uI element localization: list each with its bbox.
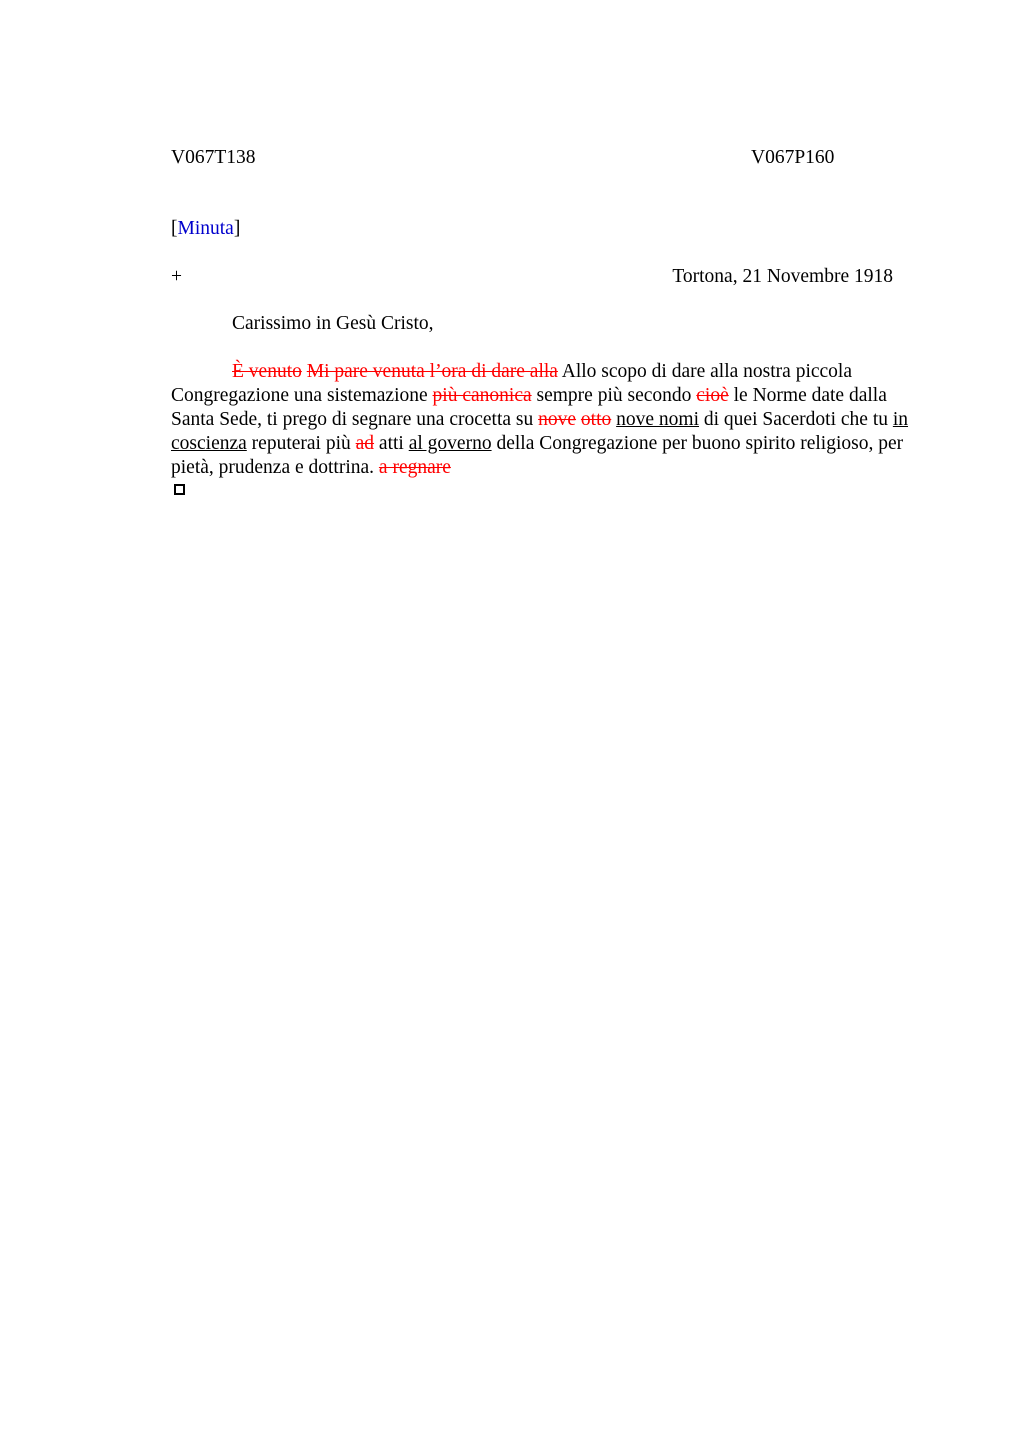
salutation: Carissimo in Gesù Cristo, [232,313,434,334]
body-text: reputerai più [251,433,351,454]
document-code-right: V067P160 [751,147,835,168]
body-text: Allo scopo di dare alla nostra piccola Congregazione una sistemazione [171,361,852,406]
body-text: sempre più secondo [536,385,692,406]
underlined-text: nove nomi [616,409,699,430]
deleted-text: È venuto [232,361,302,382]
document-code-left: V067T138 [171,147,256,168]
letter-body [171,360,931,480]
underlined-text: in coscienza [171,409,909,454]
body-text: di quei Sacerdoti che tu [703,409,888,430]
deleted-text: otto [580,409,612,430]
deleted-text: cioè [696,385,729,406]
deleted-text: Mi pare venuta l’ora di dare alla [306,361,558,382]
body-text: atti [378,433,404,454]
deleted-text: nove [538,409,577,430]
draft-label-text: Minuta [177,218,234,239]
deleted-text: più canonica [432,385,532,406]
body-text: le Norme date dalla Santa Sede, ti prego di segnare una crocetta su [171,385,887,430]
end-mark-square-icon [174,484,185,495]
cross-symbol: + [171,266,182,287]
draft-label [171,217,240,241]
place-date: Tortona, 21 Novembre 1918 [672,266,893,287]
deleted-text: a regnare [378,457,451,478]
underlined-text: al governo [408,433,492,454]
bracket-open: [ [171,218,178,239]
body-text: della Congregazione per buono spirito religioso, per pietà, prudenza e dottrina. [171,433,904,478]
bracket-close: ] [233,218,241,239]
deleted-text: ad [355,433,375,454]
